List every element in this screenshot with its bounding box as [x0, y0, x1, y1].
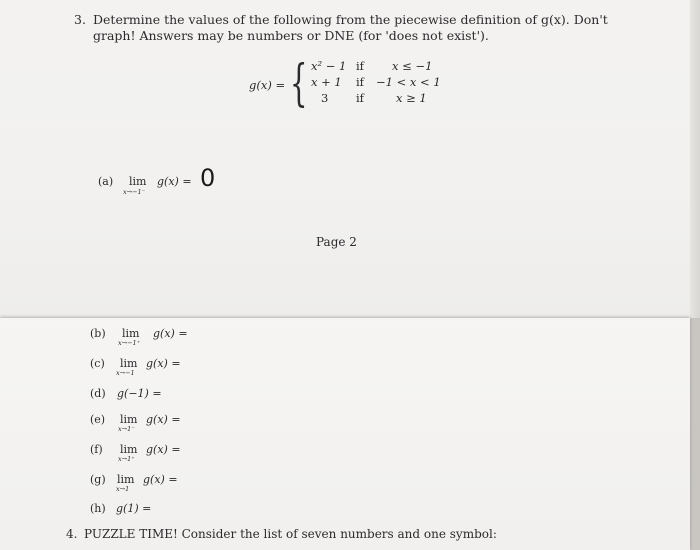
part-b-lim-subscript: x→−1⁺	[118, 339, 141, 347]
worksheet-page-2	[0, 318, 690, 550]
part-g-lim: lim	[117, 473, 135, 486]
part-e-label: (e)	[90, 413, 106, 426]
piecewise-brace: {	[290, 54, 308, 112]
problem-3-line-2: graph! Answers may be numbers or DNE (for 'does not exist').	[93, 28, 489, 43]
part-f-function: g(x) =	[146, 443, 181, 456]
part-a-function: g(x) =	[157, 175, 192, 188]
part-f-lim: lim	[120, 443, 138, 456]
part-a-lim-subscript: x→−1⁻	[123, 188, 146, 196]
piecewise-row-3-expr: 3	[321, 91, 329, 105]
part-a-label: (a)	[98, 175, 114, 188]
part-e-function: g(x) =	[146, 413, 181, 426]
part-a-handwritten-answer: 0	[200, 164, 216, 192]
part-g-label: (g)	[90, 473, 106, 486]
part-a-lim: lim	[129, 175, 147, 188]
problem-4-text: PUZZLE TIME! Consider the list of seven numbers and one symbol:	[84, 527, 497, 541]
part-d-label: (d)	[90, 387, 106, 400]
part-c-function: g(x) =	[146, 357, 181, 370]
piecewise-row-2-cond: −1 < x < 1	[376, 75, 441, 89]
piecewise-row-2-if: if	[356, 75, 364, 89]
part-e-lim-subscript: x→1⁻	[118, 425, 135, 433]
part-g-function: g(x) =	[143, 473, 178, 486]
part-h-function: g(1) =	[116, 502, 152, 515]
piecewise-row-3-if: if	[356, 91, 364, 105]
part-b-lim: lim	[122, 327, 140, 340]
page-number-label: Page 2	[316, 235, 357, 249]
part-b-function: g(x) =	[153, 327, 188, 340]
piecewise-lhs: g(x) =	[249, 78, 286, 92]
part-f-lim-subscript: x→1⁺	[118, 455, 135, 463]
part-g-lim-subscript: x→1	[116, 485, 130, 493]
part-f-label: (f)	[90, 443, 103, 456]
piecewise-row-1-cond: x ≤ −1	[392, 59, 433, 73]
part-d-function: g(−1) =	[117, 387, 162, 400]
part-e-lim: lim	[120, 413, 138, 426]
piecewise-row-1-expr: x² − 1	[311, 59, 347, 73]
part-c-lim: lim	[120, 357, 138, 370]
problem-3-number: 3.	[74, 12, 86, 27]
part-c-lim-subscript: x→−1	[116, 369, 135, 377]
part-c-label: (c)	[90, 357, 105, 370]
part-h-label: (h)	[90, 502, 106, 515]
part-b-label: (b)	[90, 327, 106, 340]
page-edge	[690, 0, 700, 318]
problem-4-number: 4.	[66, 527, 78, 541]
piecewise-row-2-expr: x + 1	[311, 75, 342, 89]
problem-3-line-1: Determine the values of the following from the piecewise definition of g(x). Don't	[93, 12, 608, 27]
piecewise-row-3-cond: x ≥ 1	[396, 91, 427, 105]
piecewise-row-1-if: if	[356, 59, 364, 73]
